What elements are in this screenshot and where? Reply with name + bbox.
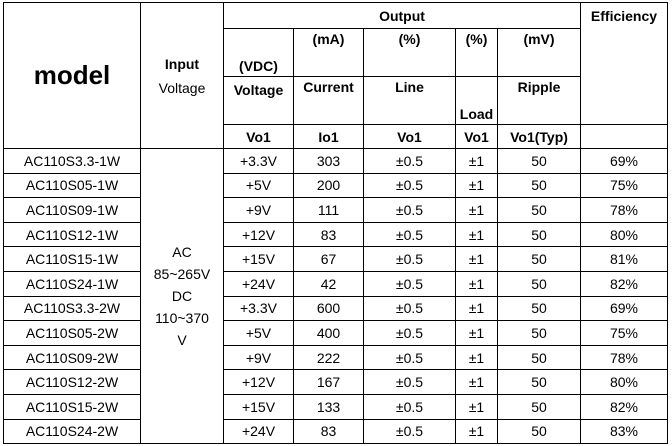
input-header-sub: Voltage	[158, 79, 206, 96]
table-row	[4, 345, 668, 370]
load-reg-cell: ±1	[456, 321, 498, 346]
model-cell: AC110S05-1W	[4, 173, 141, 198]
input-range-line: 110~370	[155, 310, 209, 327]
input-range-line: DC	[171, 288, 193, 305]
ripple-cell: 50	[498, 321, 581, 346]
efficiency-cell: 81%	[581, 247, 668, 272]
table-row	[4, 173, 668, 198]
output-voltage-cell: +9V	[224, 345, 294, 370]
input-voltage-header	[141, 3, 224, 149]
line-reg-cell: ±0.5	[364, 345, 456, 370]
ripple-cell: 50	[498, 173, 581, 198]
ripple-name: Ripple	[498, 77, 581, 125]
line-reg-cell: ±0.5	[364, 296, 456, 321]
ripple-unit: (mV)	[498, 29, 581, 77]
line-name: Line	[364, 77, 456, 125]
current-cell: 83	[294, 419, 364, 444]
output-voltage-cell: +12V	[224, 222, 294, 247]
input-range-cell	[141, 149, 224, 444]
ripple-cell: 50	[498, 222, 581, 247]
output-voltage-cell: +24V	[224, 419, 294, 444]
load-name: Load	[456, 77, 498, 125]
table-row	[4, 247, 668, 272]
efficiency-cell: 80%	[581, 370, 668, 395]
current-cell: 600	[294, 296, 364, 321]
efficiency-cell: 82%	[581, 394, 668, 419]
output-voltage-cell: +3.3V	[224, 296, 294, 321]
line-reg-cell: ±0.5	[364, 222, 456, 247]
efficiency-cell: 75%	[581, 173, 668, 198]
load-reg-cell: ±1	[456, 370, 498, 395]
voltage-unit: (VDC)	[224, 29, 294, 77]
table-row	[4, 370, 668, 395]
table-row	[4, 149, 668, 174]
load-symbol: Vo1	[456, 125, 498, 149]
input-range-line: 85~265V	[153, 266, 211, 283]
current-cell: 167	[294, 370, 364, 395]
ripple-cell: 50	[498, 345, 581, 370]
output-voltage-cell: +12V	[224, 370, 294, 395]
current-symbol: Io1	[294, 125, 364, 149]
line-reg-cell: ±0.5	[364, 321, 456, 346]
voltage-name: Voltage	[224, 77, 294, 125]
current-cell: 200	[294, 173, 364, 198]
line-reg-cell: ±0.5	[364, 394, 456, 419]
efficiency-cell: 80%	[581, 222, 668, 247]
line-reg-cell: ±0.5	[364, 370, 456, 395]
efficiency-cell: 82%	[581, 271, 668, 296]
output-voltage-cell: +15V	[224, 247, 294, 272]
model-cell: AC110S12-1W	[4, 222, 141, 247]
line-symbol: Vo1	[364, 125, 456, 149]
table-row	[4, 271, 668, 296]
ripple-cell: 50	[498, 370, 581, 395]
load-reg-cell: ±1	[456, 296, 498, 321]
output-voltage-cell: +15V	[224, 394, 294, 419]
load-reg-cell: ±1	[456, 345, 498, 370]
model-cell: AC110S15-2W	[4, 394, 141, 419]
efficiency-symbol-cell	[581, 125, 668, 149]
efficiency-cell: 78%	[581, 345, 668, 370]
efficiency-cell: 69%	[581, 149, 668, 174]
load-reg-cell: ±1	[456, 222, 498, 247]
current-name: Current	[294, 77, 364, 125]
current-cell: 303	[294, 149, 364, 174]
model-cell: AC110S09-2W	[4, 345, 141, 370]
voltage-symbol: Vo1	[224, 125, 294, 149]
current-unit: (mA)	[294, 29, 364, 77]
efficiency-header: Efficiency	[581, 3, 668, 125]
ripple-cell: 50	[498, 247, 581, 272]
line-reg-cell: ±0.5	[364, 198, 456, 223]
output-voltage-cell: +5V	[224, 173, 294, 198]
efficiency-cell: 69%	[581, 296, 668, 321]
load-reg-cell: ±1	[456, 198, 498, 223]
load-reg-cell: ±1	[456, 149, 498, 174]
input-range-line: V	[177, 332, 187, 349]
line-reg-cell: ±0.5	[364, 247, 456, 272]
line-unit: (%)	[364, 29, 456, 77]
current-cell: 111	[294, 198, 364, 223]
table-row	[4, 198, 668, 223]
ripple-cell: 50	[498, 149, 581, 174]
line-reg-cell: ±0.5	[364, 419, 456, 444]
line-reg-cell: ±0.5	[364, 173, 456, 198]
model-cell: AC110S05-2W	[4, 321, 141, 346]
current-cell: 67	[294, 247, 364, 272]
table-row	[4, 296, 668, 321]
model-cell: AC110S15-1W	[4, 247, 141, 272]
current-cell: 133	[294, 394, 364, 419]
current-cell: 42	[294, 271, 364, 296]
load-reg-cell: ±1	[456, 419, 498, 444]
line-reg-cell: ±0.5	[364, 271, 456, 296]
ripple-cell: 50	[498, 271, 581, 296]
model-cell: AC110S24-2W	[4, 419, 141, 444]
input-range-line: AC	[172, 244, 192, 261]
efficiency-cell: 78%	[581, 198, 668, 223]
table-row	[4, 321, 668, 346]
current-cell: 83	[294, 222, 364, 247]
ripple-symbol: Vo1(Typ)	[498, 125, 581, 149]
model-cell: AC110S3.3-1W	[4, 149, 141, 174]
input-header-title: Input	[164, 55, 200, 72]
load-reg-cell: ±1	[456, 247, 498, 272]
output-voltage-cell: +5V	[224, 321, 294, 346]
output-voltage-cell: +3.3V	[224, 149, 294, 174]
output-voltage-cell: +24V	[224, 271, 294, 296]
current-cell: 222	[294, 345, 364, 370]
model-cell: AC110S09-1W	[4, 198, 141, 223]
model-cell: AC110S12-2W	[4, 370, 141, 395]
efficiency-cell: 75%	[581, 321, 668, 346]
table-row	[4, 419, 668, 444]
current-cell: 400	[294, 321, 364, 346]
spec-table	[3, 2, 668, 444]
load-reg-cell: ±1	[456, 271, 498, 296]
ripple-cell: 50	[498, 419, 581, 444]
model-cell: AC110S3.3-2W	[4, 296, 141, 321]
efficiency-cell: 83%	[581, 419, 668, 444]
load-unit: (%)	[456, 29, 498, 77]
table-row	[4, 222, 668, 247]
output-voltage-cell: +9V	[224, 198, 294, 223]
ripple-cell: 50	[498, 198, 581, 223]
load-reg-cell: ±1	[456, 394, 498, 419]
ripple-cell: 50	[498, 296, 581, 321]
ripple-cell: 50	[498, 394, 581, 419]
model-header: model	[4, 3, 141, 149]
line-reg-cell: ±0.5	[364, 149, 456, 174]
table-row	[4, 394, 668, 419]
load-reg-cell: ±1	[456, 173, 498, 198]
output-header: Output	[224, 3, 581, 29]
model-cell: AC110S24-1W	[4, 271, 141, 296]
